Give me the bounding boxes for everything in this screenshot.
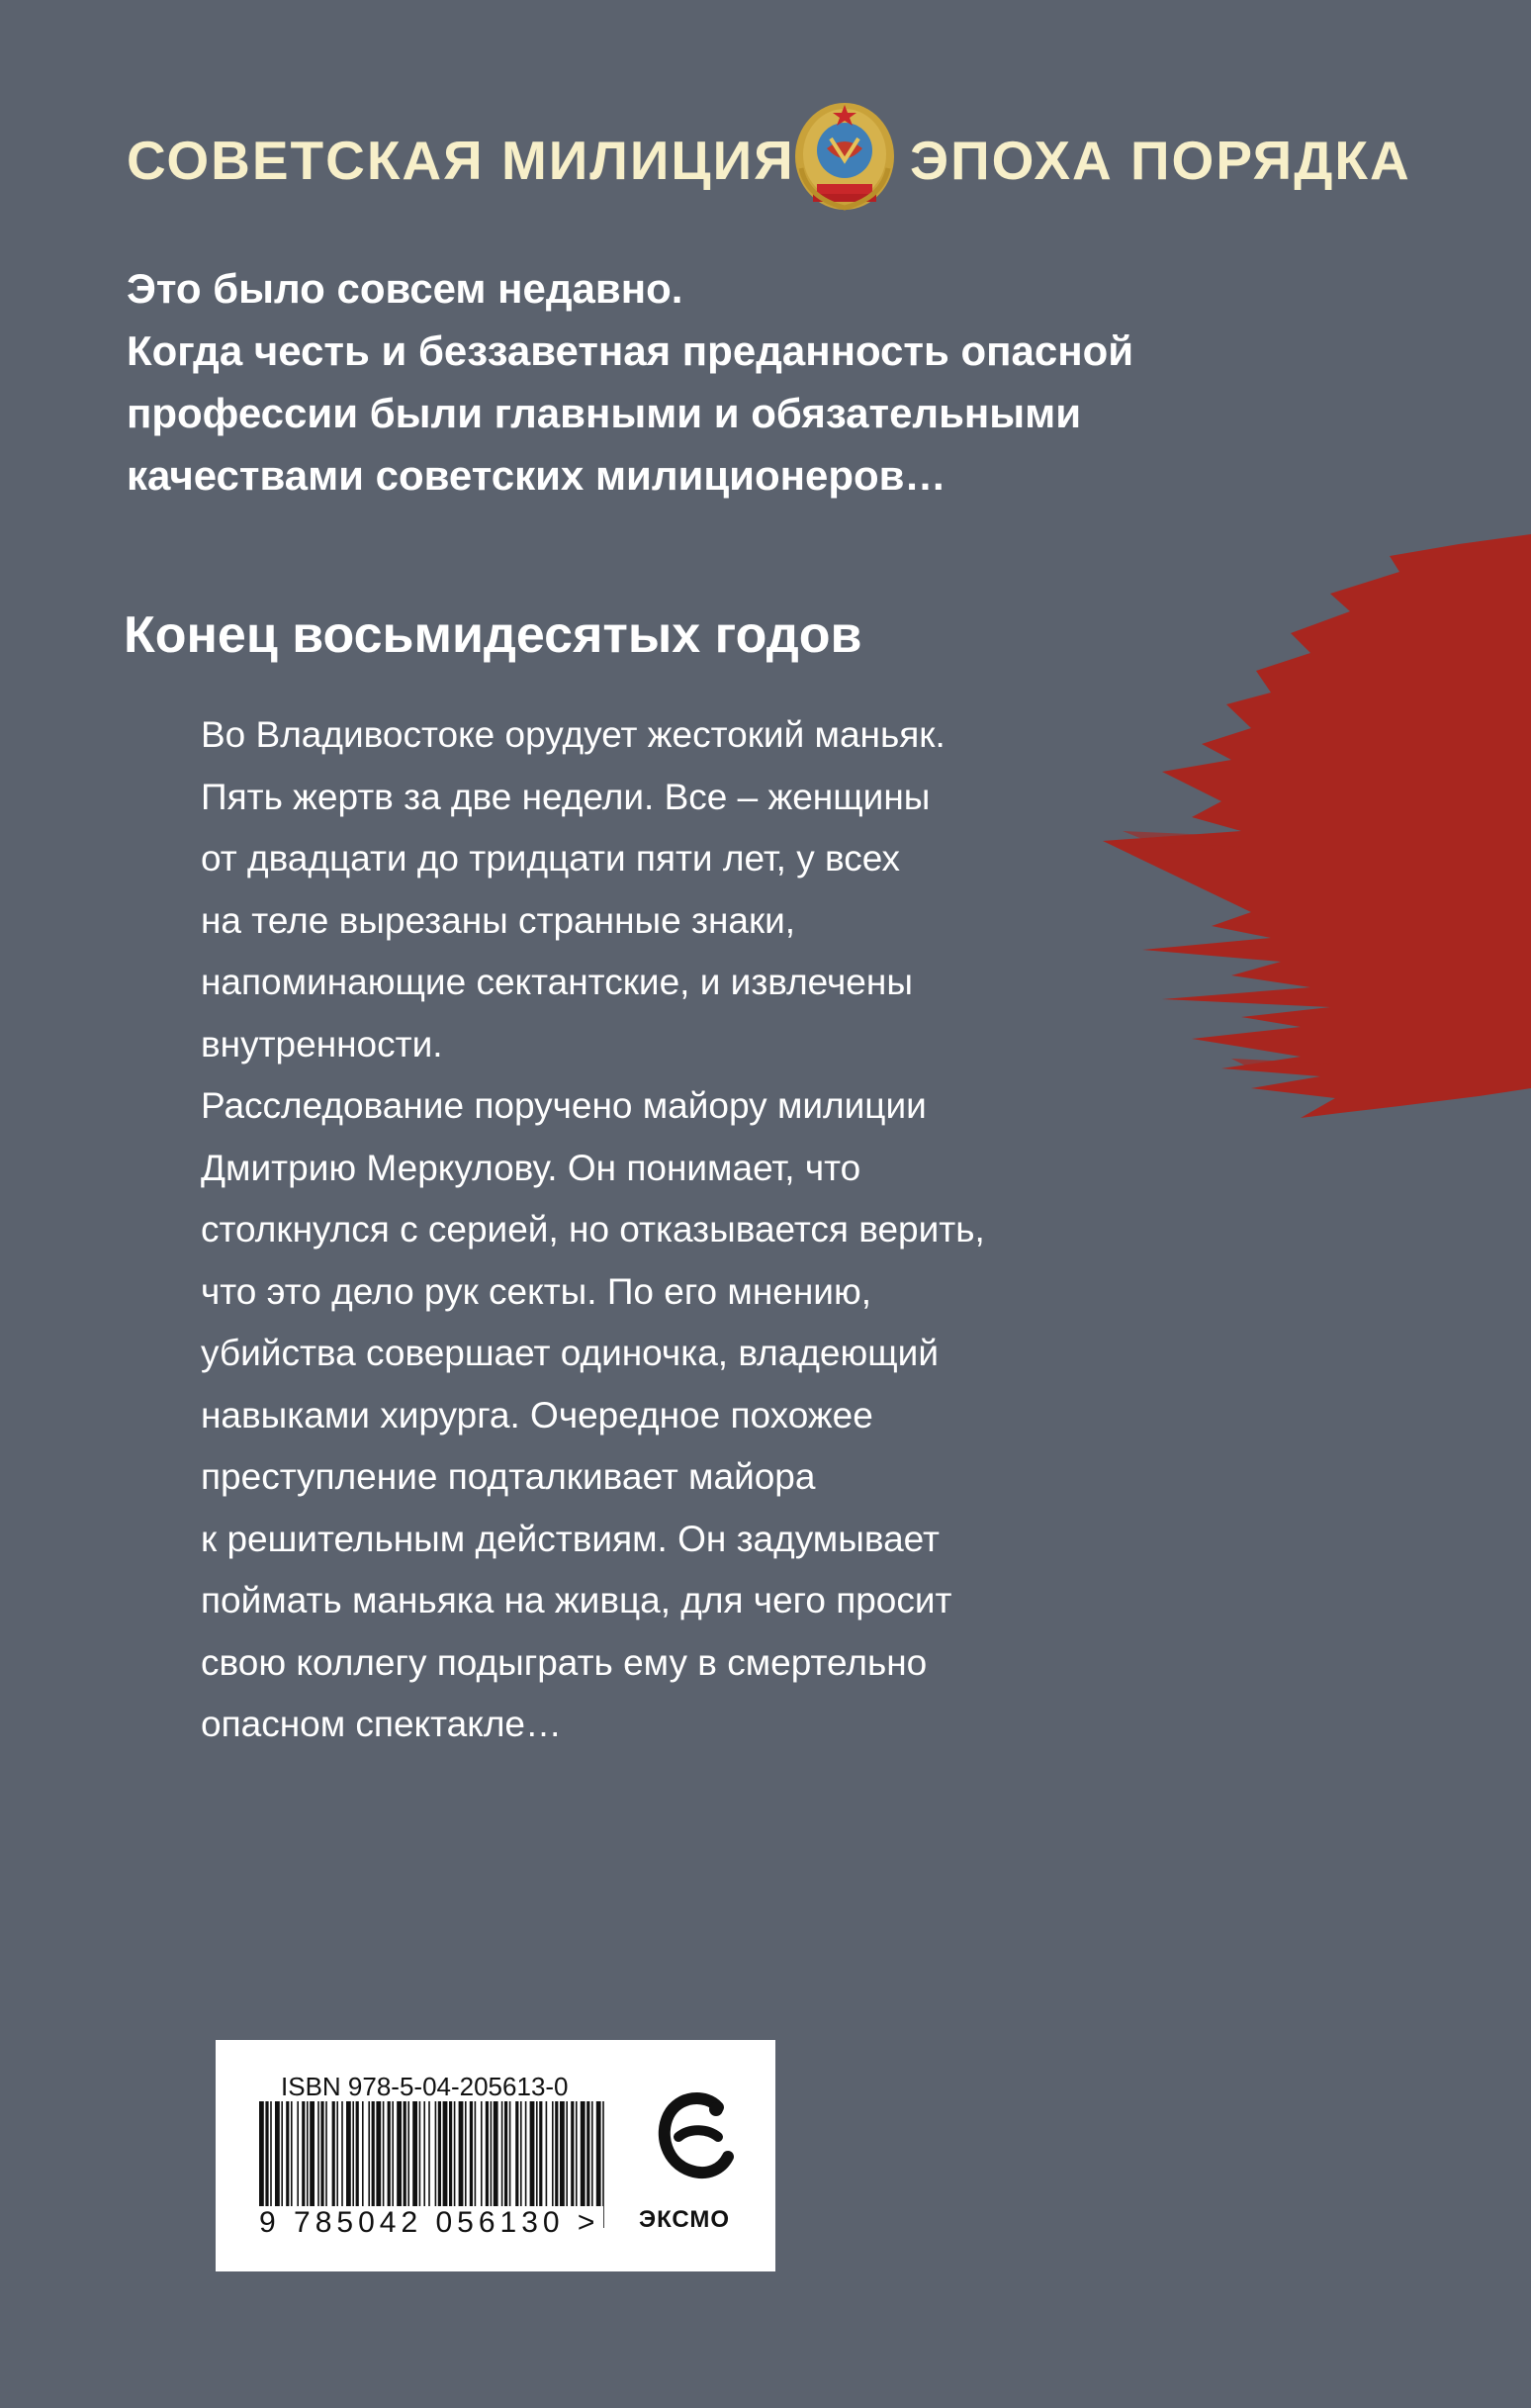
barcode-bar	[372, 2101, 375, 2208]
barcode-bar	[388, 2101, 391, 2208]
body-line: навыками хирурга. Очередное похожее	[201, 1394, 873, 1436]
body-line: Во Владивостоке орудует жестокий маньяк.	[201, 714, 946, 755]
barcode-bar	[407, 2101, 409, 2208]
barcode-bar	[412, 2101, 417, 2208]
barcode-bar	[281, 2101, 283, 2208]
barcode-bar	[530, 2101, 535, 2208]
barcode-bar	[449, 2101, 452, 2208]
barcode-bar	[320, 2101, 323, 2208]
barcode-bar	[539, 2101, 542, 2208]
intro-text	[127, 257, 1234, 507]
barcode-bar	[459, 2101, 464, 2208]
annotation-body	[201, 704, 1091, 1756]
barcode-bar	[494, 2101, 498, 2208]
barcode-bar	[307, 2101, 309, 2208]
barcode-bar	[454, 2101, 456, 2208]
body-line: что это дело рук секты. По его мнению,	[201, 1270, 871, 1312]
barcode-bar	[423, 2101, 425, 2208]
body-line: преступление подталкивает майора	[201, 1456, 816, 1497]
barcode-bar	[336, 2101, 338, 2208]
body-line: к решительным действиям. Он задумывает	[201, 1518, 940, 1559]
barcode-bar	[552, 2101, 554, 2208]
series-header	[127, 121, 1412, 200]
barcode-bar	[566, 2101, 568, 2208]
barcode-bar	[515, 2101, 518, 2208]
barcode-bar	[302, 2101, 305, 2208]
barcode-bar	[546, 2101, 548, 2208]
barcode-bar	[438, 2101, 441, 2208]
barcode-bar	[481, 2101, 483, 2208]
barcode-bar	[325, 2101, 327, 2208]
barcode-bar	[560, 2101, 565, 2208]
barcode-bar	[428, 2101, 430, 2208]
barcode-bar	[397, 2101, 402, 2208]
series-title-right: ЭПОХА ПОРЯДКА	[910, 130, 1411, 191]
soviet-emblem-icon	[791, 99, 898, 214]
barcode-bar	[525, 2101, 527, 2208]
barcode-bar	[486, 2101, 489, 2208]
intro-line: профессии были главными и обязательными	[127, 390, 1082, 436]
barcode-bar	[504, 2101, 507, 2208]
series-title-left: СОВЕТСКАЯ МИЛИЦИЯ	[127, 130, 795, 191]
body-line: Дмитрию Меркулову. Он понимает, что	[201, 1147, 861, 1188]
barcode-bar	[443, 2101, 448, 2208]
barcode-bar	[581, 2101, 585, 2208]
barcode-bar	[346, 2101, 351, 2208]
barcode-bar	[475, 2101, 477, 2208]
subheading: Конец восьмидесятых годов	[124, 606, 862, 664]
barcode-bar	[491, 2101, 493, 2208]
body-line: столкнулся с серией, но отказывается верить,	[201, 1209, 985, 1250]
barcode-bar	[310, 2101, 315, 2208]
barcode-bar	[332, 2101, 335, 2208]
barcode-bar	[383, 2101, 385, 2208]
eksmo-logo-icon	[657, 2089, 736, 2184]
body-line: убийства совершает одиночка, владеющий	[201, 1333, 940, 1373]
barcode-bar	[501, 2101, 503, 2208]
barcode-bar	[435, 2101, 437, 2208]
barcode-panel	[216, 2040, 775, 2271]
intro-line: Когда честь и беззаветная преданность опасной	[127, 327, 1134, 374]
barcode-bar	[586, 2101, 589, 2208]
isbn-label: ISBN 978-5-04-205613-0	[281, 2072, 569, 2101]
body-line: внутренности.	[201, 1023, 443, 1065]
barcode-bar	[317, 2101, 319, 2208]
barcode-bar	[341, 2101, 343, 2208]
barcode-bar	[368, 2101, 370, 2208]
body-line: на теле вырезаны странные знаки,	[201, 899, 796, 941]
barcode-bar	[376, 2101, 381, 2208]
body-line: опасном спектакле…	[201, 1704, 563, 1744]
barcode-bar	[536, 2101, 538, 2208]
barcode-bar	[465, 2101, 467, 2208]
barcode-bar	[356, 2101, 359, 2208]
body-line: Расследование поручено майору милиции	[201, 1085, 927, 1126]
barcode-bar	[297, 2101, 299, 2208]
barcode-bar	[509, 2101, 511, 2208]
barcode-bar	[286, 2101, 289, 2208]
barcode-bar	[352, 2101, 354, 2208]
barcode-bar	[520, 2101, 522, 2208]
body-line: свою коллегу подыграть ему в смертельно	[201, 1641, 928, 1683]
body-line: поймать маньяка на живца, для чего просит	[201, 1580, 952, 1621]
barcode-bar	[275, 2101, 280, 2208]
barcode-bar	[571, 2101, 574, 2208]
intro-line: качествами советских милиционеров…	[127, 452, 946, 499]
barcode-bar	[470, 2101, 473, 2208]
barcode-bar	[362, 2101, 364, 2208]
body-line: от двадцати до тридцати пяти лет, у всех	[201, 838, 901, 879]
red-brush-stroke	[1103, 534, 1531, 1118]
barcode-bar	[291, 2101, 293, 2208]
intro-line: Это было совсем недавно.	[127, 265, 683, 312]
barcode-bar	[576, 2101, 578, 2208]
body-line: напоминающие сектантские, и извлечены	[201, 962, 913, 1002]
barcode-bar	[555, 2101, 558, 2208]
body-line: Пять жертв за две недели. Все – женщины	[201, 776, 931, 817]
barcode-bar	[392, 2101, 394, 2208]
publisher-name: ЭКСМО	[639, 2206, 731, 2233]
barcode-bar	[404, 2101, 406, 2208]
barcode-digits: 9 785042 056130 >	[259, 2206, 603, 2240]
barcode-bar	[270, 2101, 272, 2208]
